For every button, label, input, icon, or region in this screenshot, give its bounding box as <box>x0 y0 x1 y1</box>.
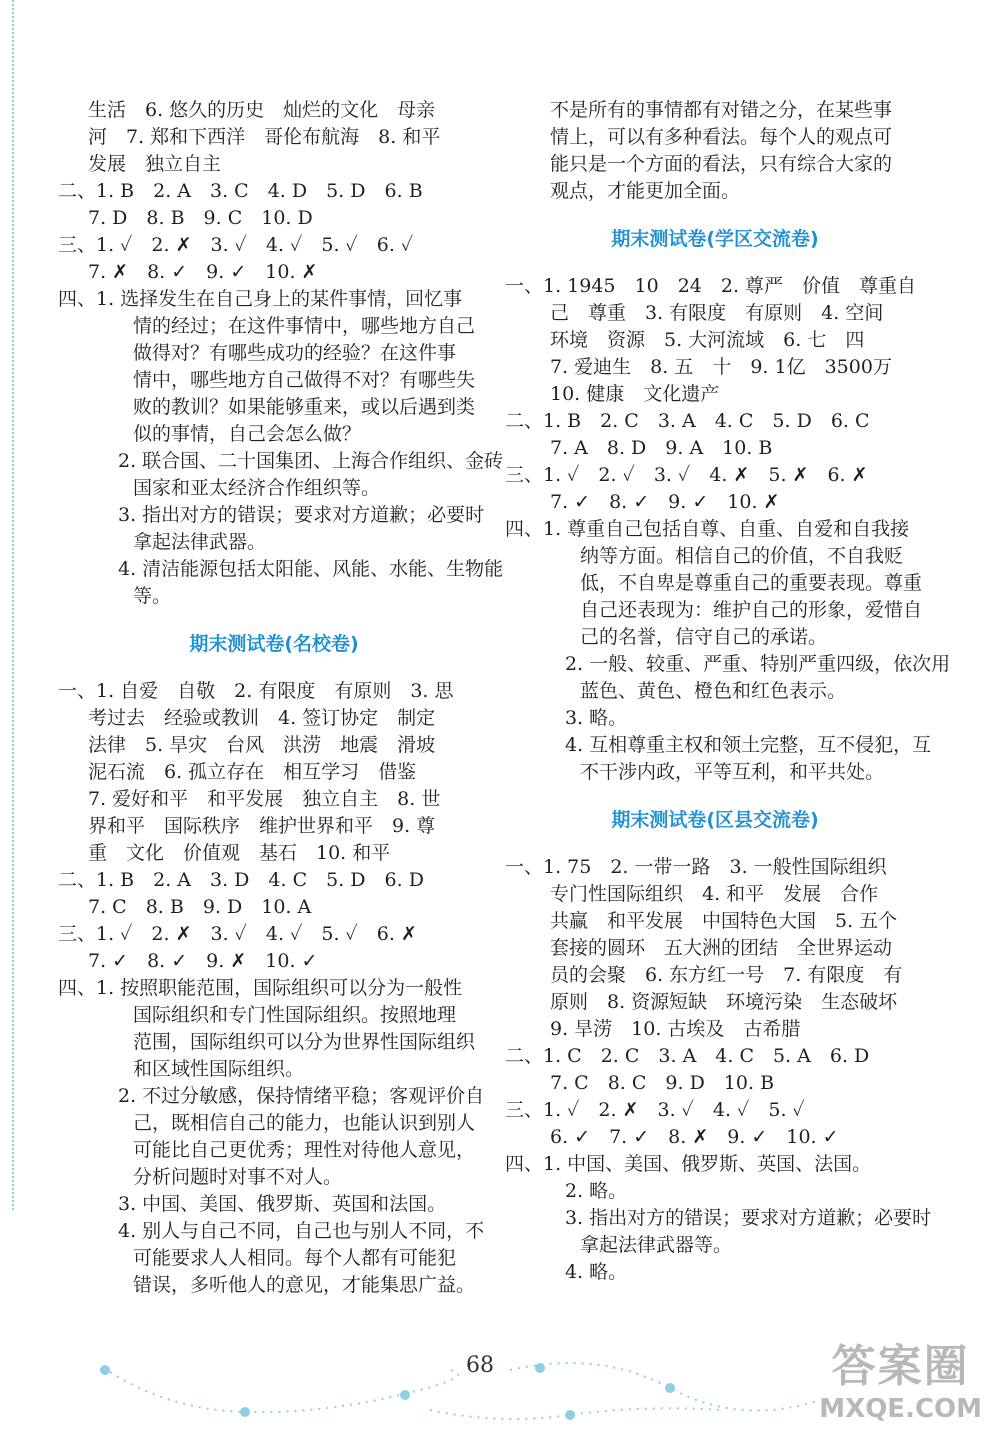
section-two: 二、1. B 2. A 3. D 4. C 5. D 6. D <box>58 869 424 891</box>
section-one: 一、1. 自爱 自敬 2. 有限度 有原则 3. 思 <box>58 680 454 702</box>
answer-line: 自己还表现为：维护自己的形象，爱惜自 <box>580 599 923 621</box>
section-three: 三、1. ✓ 2. ✗ 3. ✓ 4. ✓ 5. ✓ <box>505 1099 805 1121</box>
answer-line: 7. D 8. B 9. C 10. D <box>88 207 313 229</box>
section-one: 一、1. 75 2. 一带一路 3. 一般性国际组织 <box>505 856 887 878</box>
answer-line: 拿起法律武器等。 <box>580 1234 733 1256</box>
answer-line: 7. ✗ 8. ✓ 9. ✓ 10. ✗ <box>88 261 318 283</box>
answer-line: 3. 指出对方的错误；要求对方道歉；必要时 <box>118 504 485 526</box>
answer-line: 2. 联合国、二十国集团、上海合作组织、金砖 <box>118 450 504 472</box>
section-three: 三、1. ✓ 2. ✗ 3. ✓ 4. ✓ 5. ✓ 6. ✗ <box>58 923 417 945</box>
answer-line: 低，不自卑是尊重自己的重要表现。尊重 <box>580 572 923 594</box>
answer-line: 国际组织和专门性国际组织。按照地理 <box>133 1004 457 1026</box>
answer-line: 环境 资源 5. 大河流域 6. 七 四 <box>550 329 865 351</box>
answer-line: 拿起法律武器。 <box>133 531 267 553</box>
left-column <box>58 97 504 1299</box>
answer-line: 不是所有的事情都有对错之分，在某些事 <box>550 99 893 121</box>
answer-line: 2. 不过分敏感，保持情绪平稳；客观评价自 <box>118 1085 485 1107</box>
answer-line: 考过去 经验或教训 4. 签订协定 制定 <box>88 707 436 729</box>
section-two: 二、1. B 2. C 3. A 4. C 5. D 6. C <box>505 410 870 432</box>
section-three: 三、1. ✓ 2. ✗ 3. ✓ 4. ✓ 5. ✓ 6. ✓ <box>58 234 414 256</box>
left-margin-dotted-line <box>12 0 14 1210</box>
answer-line: 己，既相信自己的能力，也能认识到别人 <box>133 1112 476 1134</box>
answer-line: 情上，可以有多种看法。每个人的观点可 <box>550 126 893 148</box>
answer-line: 己 尊重 3. 有限度 有原则 4. 空间 <box>550 302 884 324</box>
watermark-url: MXQE.COM <box>819 1394 982 1424</box>
section-two: 二、1. C 2. C 3. A 4. C 5. A 6. D <box>505 1045 870 1067</box>
section-one: 一、1. 1945 10 24 2. 尊严 价值 尊重自 <box>505 275 917 297</box>
answer-line: 分析问题时对事不对人。 <box>133 1166 343 1188</box>
answer-line: 不干涉内政，平等互利，和平共处。 <box>580 761 885 783</box>
wave-path-3 <box>430 1408 720 1419</box>
answer-line: 7. ✓ 8. ✓ 9. ✓ 10. ✗ <box>550 491 780 513</box>
answer-line: 10. 健康 文化遗产 <box>550 383 720 405</box>
answer-line: 国家和亚太经济合作组织等。 <box>133 477 381 499</box>
answer-line: 共赢 和平发展 中国特色大国 5. 五个 <box>550 910 898 932</box>
answer-line: 泥石流 6. 孤立存在 相互学习 借鉴 <box>88 761 417 783</box>
answer-line: 观点，才能更加全面。 <box>550 180 741 202</box>
answer-line: 情中，哪些地方自己做得不对？有哪些失 <box>133 369 476 391</box>
answer-line: 9. 旱涝 10. 古埃及 古希腊 <box>550 1018 801 1040</box>
answer-line: 河 7. 郑和下西洋 哥伦布航海 8. 和平 <box>88 126 441 148</box>
answer-line: 7. C 8. C 9. D 10. B <box>550 1072 775 1094</box>
answer-line: 似的事情，自己会怎么做？ <box>133 423 362 445</box>
answer-line: 原则 8. 资源短缺 环境污染 生态破坏 <box>550 991 898 1013</box>
section-three: 三、1. ✓ 2. ✓ 3. ✓ 4. ✗ 5. ✗ 6. ✗ <box>505 464 868 486</box>
section-title-mingxiao: 期末测试卷(名校卷) <box>189 633 359 655</box>
section-two: 二、1. B 2. A 3. C 4. D 5. D 6. B <box>58 180 423 202</box>
answer-line: 重 文化 价值观 基石 10. 和平 <box>88 842 391 864</box>
section-title-xuequ: 期末测试卷(学区交流卷) <box>611 228 819 250</box>
answer-line: 范围，国际组织可以分为世界性国际组织 <box>133 1031 476 1053</box>
answer-line: 7. 爱好和平 和平发展 独立自主 8. 世 <box>88 788 441 810</box>
section-four: 四、1. 选择发生在自己身上的某件事情，回忆事 <box>58 288 463 310</box>
section-title-quxian: 期末测试卷(区县交流卷) <box>611 809 819 831</box>
answer-line: 4. 互相尊重主权和领土完整，互不侵犯，互 <box>565 734 932 756</box>
answer-line: 2. 一般、较重、严重、特别严重四级，依次用 <box>565 653 951 675</box>
page-number: 68 <box>466 1353 494 1378</box>
answer-line: 可能比自己更优秀；理性对待他人意见， <box>133 1139 476 1161</box>
answer-line: 可能要求人人相同。每个人都有可能犯 <box>133 1247 457 1269</box>
answer-line: 3. 略。 <box>565 707 628 729</box>
answer-line: 4. 略。 <box>565 1261 628 1283</box>
answer-line: 3. 中国、美国、俄罗斯、英国和法国。 <box>118 1193 447 1215</box>
answer-line: 法律 5. 旱灾 台风 洪涝 地震 滑坡 <box>88 734 436 756</box>
answer-line: 7. ✓ 8. ✓ 9. ✗ 10. ✓ <box>88 950 318 972</box>
answer-line: 2. 略。 <box>565 1180 628 1202</box>
watermark-title: 答案圈 <box>831 1341 970 1392</box>
answer-line: 己的名誉，信守自己的承诺。 <box>580 626 828 648</box>
answer-line: 界和平 国际秩序 维护世界和平 9. 尊 <box>88 815 436 837</box>
answer-line: 情的经过；在这件事情中，哪些地方自己 <box>133 315 476 337</box>
answer-line: 6. ✓ 7. ✓ 8. ✗ 9. ✓ 10. ✓ <box>550 1126 839 1148</box>
dotted-wave <box>100 1363 675 1420</box>
watermark <box>819 1340 982 1424</box>
answer-line: 7. A 8. D 9. A 10. B <box>550 437 773 459</box>
answer-line: 专门性国际组织 4. 和平 发展 合作 <box>550 883 879 905</box>
answer-line: 4. 别人与自己不同，自己也与别人不同，不 <box>118 1220 485 1242</box>
answer-line: 员的会聚 6. 东方红一号 7. 有限度 有 <box>550 964 903 986</box>
answer-line: 7. 爱迪生 8. 五 十 9. 1亿 3500万 <box>550 356 892 378</box>
right-column <box>505 97 951 1286</box>
answer-line: 纳等方面。相信自己的价值，不自我贬 <box>580 545 904 567</box>
answer-line: 7. C 8. B 9. D 10. A <box>88 896 312 918</box>
answer-line: 蓝色、黄色、橙色和红色表示。 <box>580 680 847 702</box>
answer-line: 做得对？有哪些成功的经验？在这件事 <box>133 342 457 364</box>
section-four: 四、1. 尊重自己包括自尊、自重、自爱和自我接 <box>505 518 910 540</box>
section-four: 四、1. 中国、美国、俄罗斯、英国、法国。 <box>505 1153 872 1175</box>
answer-line: 能只是一个方面的看法，只有综合大家的 <box>550 153 893 175</box>
answer-line: 4. 清洁能源包括太阳能、风能、水能、生物能 <box>118 558 504 580</box>
answer-line: 错误，多听他人的意见，才能集思广益。 <box>133 1274 476 1296</box>
answer-line: 发展 独立自主 <box>88 153 222 175</box>
wave-path-2 <box>510 1363 820 1410</box>
section-four: 四、1. 按照职能范围，国际组织可以分为一般性 <box>58 977 463 999</box>
answer-line: 套接的圆环 五大洲的团结 全世界运动 <box>550 937 893 959</box>
answer-line: 3. 指出对方的错误；要求对方道歉；必要时 <box>565 1207 932 1229</box>
answer-line: 和区域性国际组织。 <box>133 1058 305 1080</box>
answer-line: 等。 <box>133 585 172 607</box>
answer-line: 生活 6. 悠久的历史 灿烂的文化 母亲 <box>88 99 436 121</box>
answer-line: 败的教训？如果能够重来，或以后遇到类 <box>133 396 476 418</box>
